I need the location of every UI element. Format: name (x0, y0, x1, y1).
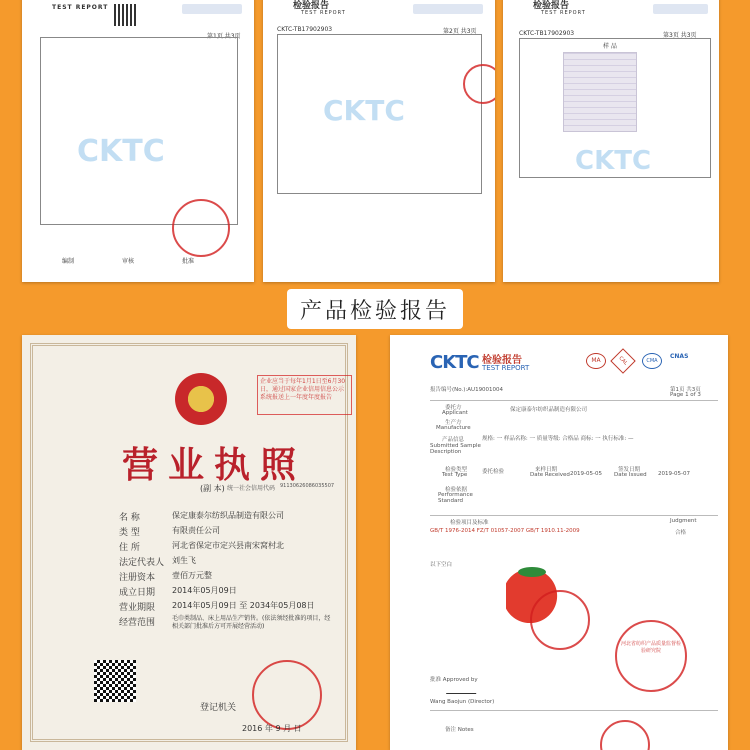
report-page-2-title: 检验报告 (293, 1, 330, 11)
date-issued-label: 签发日期 (618, 467, 641, 473)
report-page-2 (263, 0, 495, 282)
license-row-type-value: 有限责任公司 (172, 526, 220, 535)
report-page-3-subtitle: TEST REPORT (541, 10, 586, 16)
institute-seal-text: 河北省纺织产品质量监督检验研究院 (620, 641, 681, 654)
judgment-value: 合格 (675, 530, 687, 536)
report-page-3-watermark: CKTC (575, 146, 652, 176)
annual-report-stamp: 企业应当于每年1月1日至6月30日，通过国家企业信用信息公示系统报送上一年度年度报告 (257, 375, 352, 415)
report-page-1-signature-2: 审核 (122, 258, 135, 265)
applicant-label-en: Applicant (442, 410, 468, 416)
report-title-en: TEST REPORT (482, 364, 530, 372)
sample-info-label: 产品信息 (442, 437, 465, 443)
license-row-capital-value: 壹佰万元整 (172, 571, 212, 580)
strawberry-leaf-icon (518, 567, 546, 577)
cnas-logo-icon (413, 4, 483, 14)
test-type-label: 检验类型 (445, 467, 468, 473)
business-license (22, 335, 356, 750)
license-title: 营业执照 (122, 444, 307, 486)
sample-info-label-en: Submitted Sample Description (430, 443, 481, 455)
license-row-scope-label: 经营范围 (119, 618, 156, 628)
report-page-2-subtitle: TEST REPORT (301, 10, 346, 16)
test-type-label-en: Test Type (442, 472, 468, 478)
standard-label-en: Performance Standard (438, 492, 473, 504)
result-header: 检验项目及标准 (450, 520, 489, 526)
cnas-logo-icon (182, 4, 242, 14)
license-row-rep-value: 刘生飞 (172, 556, 196, 565)
report-page-1-watermark: CKTC (77, 134, 165, 169)
cert-mark-cnas-icon: CNAS (670, 353, 689, 360)
date-received-label: 来样日期 (535, 467, 558, 473)
standard-line: GB/T 1976-2014 FZ/T 01057-2007 GB/T 1910.11-2009 (430, 528, 580, 534)
report-page-1-seal (172, 199, 230, 257)
signature-mark (446, 683, 480, 694)
license-row-name-value: 保定康泰尔纺织品制造有限公司 (172, 511, 284, 520)
test-type-value: 委托检验 (482, 469, 505, 475)
report-page-1 (22, 0, 254, 282)
blank-below-label: 以下空白 (430, 562, 453, 568)
license-row-name-label: 名 称 (119, 513, 140, 523)
report-page-2-watermark: CKTC (323, 94, 405, 127)
approver-name: Wang Baojun (Director) (430, 699, 495, 705)
standard-label: 检验依据 (445, 487, 468, 493)
date-received-label-en: Date Received (530, 472, 570, 478)
report-page-3 (503, 0, 719, 282)
special-inspection-seal (530, 590, 590, 650)
report-page-en: Page 1 of 3 (670, 392, 701, 398)
cnas-logo-icon (653, 4, 708, 14)
manufacturer-label: 生产方 (445, 420, 462, 426)
license-row-capital-label: 注册资本 (119, 573, 156, 583)
license-row-term-label: 营业期限 (119, 603, 156, 613)
license-row-established-label: 成立日期 (119, 588, 156, 598)
manufacturer-label-en: Manufacture (436, 425, 471, 431)
qr-code-icon (114, 4, 136, 26)
report-page-1-title: TEST REPORT (52, 4, 109, 11)
license-row-rep-label: 法定代表人 (119, 558, 165, 568)
report-page-3-title: 检验报告 (533, 1, 570, 11)
report-page-3-page-no: 第3页 共3页 (663, 32, 697, 39)
date-issued-label-en: Date Issued (614, 472, 647, 478)
towel-sample-photo (563, 52, 637, 132)
registrar-seal (252, 660, 322, 730)
license-row-address-label: 住 所 (119, 543, 140, 553)
cert-mark-ma-icon: MA (586, 353, 606, 369)
report-page-2-page-no: 第2页 共3页 (443, 28, 477, 35)
notes-label: 备注 Notes (445, 727, 474, 733)
credit-code: 91130626086035507 (280, 483, 335, 489)
sample-info-value: 规格: 一 样品名称: 一 质量等级: 合格品 商标: 一 执行标准: — (482, 436, 634, 442)
license-qr-code-icon (94, 660, 136, 702)
credit-code-label: 统一社会信用代码 (227, 485, 276, 492)
test-report (390, 335, 728, 750)
report-page-2-number: CKTC-TB17902903 (277, 26, 333, 33)
applicant-label: 委托方 (445, 405, 462, 411)
approver-label: 批准 Approved by (430, 677, 478, 683)
report-page-1-table (40, 37, 238, 225)
cktc-logo: CKTC (430, 352, 479, 373)
institute-seal (615, 620, 687, 692)
license-date: 2016 年 9 月 日 (242, 724, 302, 733)
report-page-1-signature-1: 编制 (62, 258, 75, 265)
date-issued: 2019-05-07 (658, 471, 690, 477)
judgment-label: Judgment (670, 518, 697, 524)
notes-seal (600, 720, 650, 750)
cert-mark-cma-icon: CMA (642, 353, 662, 369)
license-row-address-value: 河北省保定市定兴县南宋窝村北 (172, 541, 284, 550)
report-page-no: 第1页 共3页 (670, 387, 701, 393)
license-row-term-value: 2014年05月09日 至 2034年05月08日 (172, 601, 315, 610)
registrar-label: 登记机关 (200, 703, 237, 713)
date-received: 2019-05-05 (570, 471, 602, 477)
cert-mark-cal-icon: CAL (610, 348, 635, 373)
report-page-3-number: CKTC-TB17902903 (519, 30, 575, 37)
report-page-1-page-no: 第1页 共3页 (207, 33, 241, 40)
license-copy-label: (副 本) (200, 484, 225, 493)
report-number: 报告编号(No.):AU19001004 (430, 387, 504, 393)
license-row-established-value: 2014年05月09日 (172, 586, 237, 595)
report-title-cn: 检验报告 (482, 355, 522, 366)
applicant-value: 保定康泰尔纺织品制造有限公司 (510, 407, 588, 413)
national-emblem-icon (175, 373, 227, 425)
report-page-3-sample-label: 样 品 (603, 43, 617, 50)
report-page-2-seal (463, 64, 495, 104)
license-row-scope-value: 毛巾类制品、床上用品生产销售。(依法须经批准的项目，经相关部门批准后方可开展经营活动) (172, 615, 331, 630)
section-banner: 产品检验报告 (287, 289, 463, 329)
report-page-1-signature-3: 批准 (182, 258, 195, 265)
license-row-type-label: 类 型 (119, 528, 140, 538)
